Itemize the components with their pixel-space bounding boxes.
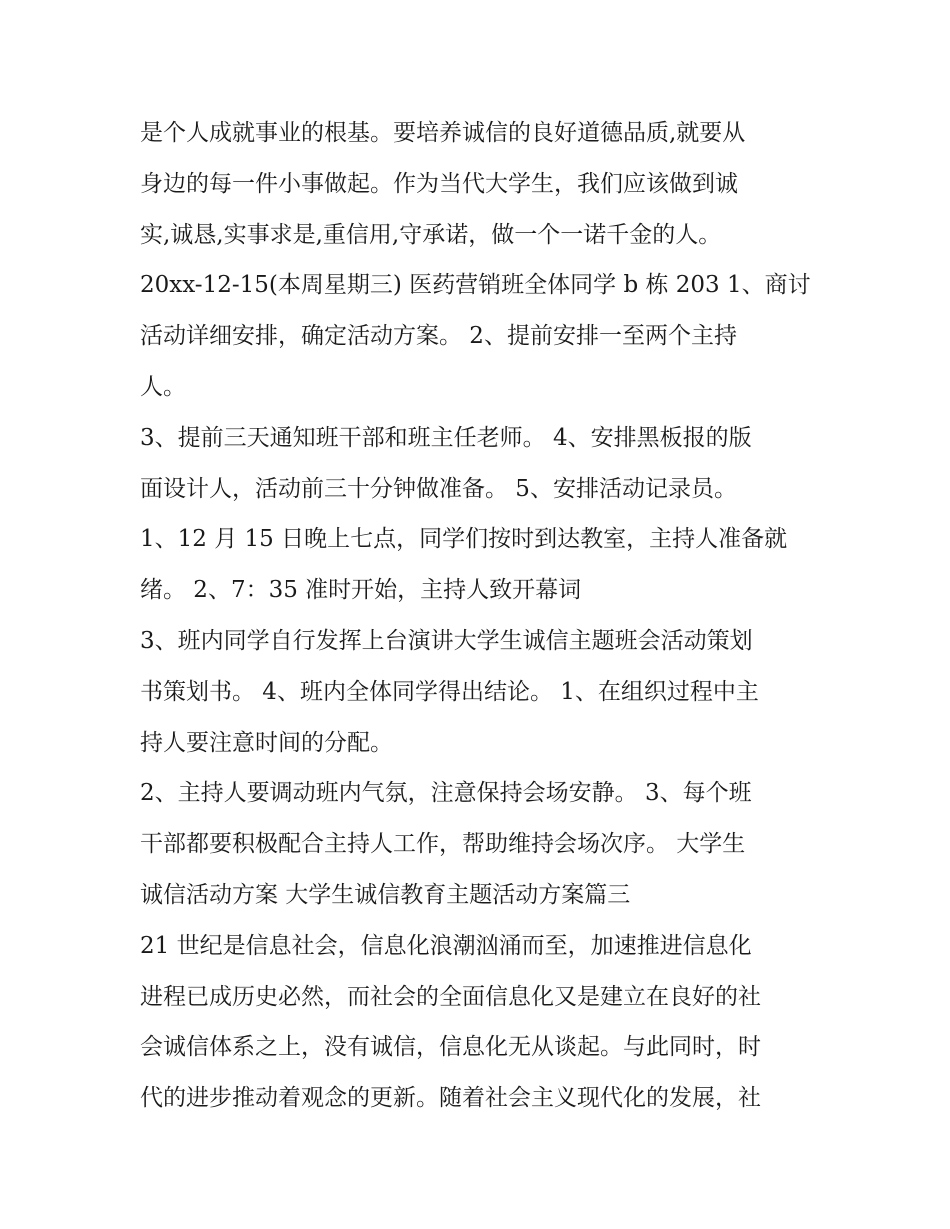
text-line: 3、班内同学自行发挥上台演讲大学生诚信主题班会活动策划 bbox=[140, 627, 753, 654]
text-line: 进程已成历史必然，而社会的全面信息化又是建立在良好的社 bbox=[140, 983, 761, 1010]
text-line: 20xx-12-15(本周星期三) 医药营销班全体同学 b 栋 203 1、商讨 bbox=[140, 272, 811, 299]
text-line: 身边的每一件小事做起。作为当代大学生，我们应该做到诚 bbox=[140, 170, 738, 197]
text-line: 持人要注意时间的分配。 bbox=[140, 729, 393, 756]
text-line: 21 世纪是信息社会，信息化浪潮汹涌而至，加速推进信息化 bbox=[140, 932, 752, 959]
text-line: 活动详细安排，确定活动方案。 2、提前安排一至两个主持 bbox=[140, 323, 737, 350]
text-line: 1、12 月 15 日晚上七点，同学们按时到达教室，主持人准备就 bbox=[140, 526, 788, 553]
text-line: 人。 bbox=[140, 373, 186, 400]
text-line: 书策划书。 4、班内全体同学得出结论。 1、在组织过程中主 bbox=[140, 678, 759, 705]
text-line: 会诚信体系之上，没有诚信，信息化无从谈起。与此同时，时 bbox=[140, 1034, 761, 1061]
text-line: 绪。 2、7：35 准时开始，主持人致开幕词 bbox=[140, 577, 582, 604]
text-line: 2、主持人要调动班内气氛，注意保持会场安静。 3、每个班 bbox=[140, 780, 752, 807]
text-line: 面设计人，活动前三十分钟做准备。 5、安排活动记录员。 bbox=[140, 475, 737, 502]
text-line: 代的进步推动着观念的更新。随着社会主义现代化的发展，社 bbox=[140, 1085, 761, 1112]
text-line: 干部都要积极配合主持人工作，帮助维持会场次序。 大学生 bbox=[140, 831, 746, 858]
body-text bbox=[140, 108, 820, 1124]
text-line: 诚信活动方案 大学生诚信教育主题活动方案篇三 bbox=[140, 881, 631, 908]
text-line: 3、提前三天通知班干部和班主任老师。 4、安排黑板报的版 bbox=[140, 424, 752, 451]
text-line: 实,诚恳,实事求是,重信用,守承诺，做一个一诺千金的人。 bbox=[140, 221, 722, 248]
text-line: 是个人成就事业的根基。要培养诚信的良好道德品质,就要从 bbox=[140, 120, 746, 146]
